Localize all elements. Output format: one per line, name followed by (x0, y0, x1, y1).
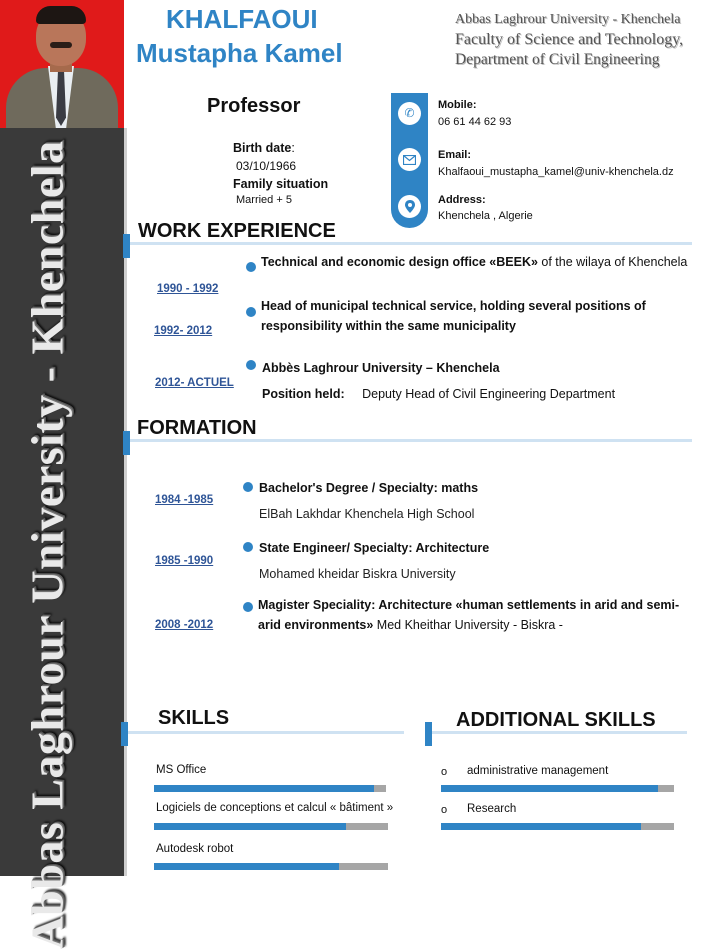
formation-degree: State Engineer/ Specialty: Architecture (259, 541, 490, 555)
job-title: Professor (207, 95, 301, 117)
work-employer-detail: of the wilaya of Khenchela (537, 255, 688, 269)
section-marker (123, 234, 130, 258)
profile-photo (0, 0, 124, 128)
address-value: Khenchela , Algerie (438, 210, 533, 222)
birth-date-label (233, 141, 295, 155)
formation-school: Mohamed kheidar Biskra University (259, 567, 456, 581)
additional-skill-bar (441, 785, 674, 792)
skill-name: Logiciels de conceptions et calcul « bâtiment » (156, 802, 394, 814)
family-situation-label: Family situation (233, 177, 329, 191)
email-value[interactable]: Khalfaoui_mustapha_kamel@univ-khenchela.dz (438, 166, 674, 178)
faculty-line: Faculty of Science and Technology, (455, 31, 684, 48)
position-held-label: Position held: (262, 387, 345, 401)
skill-name: MS Office (156, 764, 207, 776)
formation-school: Med Kheithar University - Biskra - (373, 618, 563, 632)
section-marker (123, 431, 130, 455)
additional-skill-name: administrative management (467, 765, 609, 777)
list-bullet: o (441, 804, 448, 816)
bullet-dot (246, 360, 256, 370)
email-label: Email: (438, 149, 472, 161)
work-experience-title: WORK EXPERIENCE (138, 220, 336, 242)
list-bullet: o (441, 766, 448, 778)
phone-icon: ✆ (398, 102, 421, 125)
section-marker (425, 722, 432, 746)
bullet-dot (246, 307, 256, 317)
work-period: 1992- 2012 (154, 325, 213, 337)
work-item (261, 252, 687, 272)
additional-skills-title: ADDITIONAL SKILLS (456, 709, 656, 731)
family-situation-value: Married + 5 (236, 194, 292, 206)
birth-date-value: 03/10/1966 (236, 159, 297, 173)
skill-bar-fill (154, 785, 374, 792)
skills-title: SKILLS (158, 707, 230, 729)
birth-date-label-text: Birth date (233, 141, 292, 155)
work-employer: Abbès Laghrour University – Khenchela (262, 361, 500, 375)
additional-skill-bar (441, 823, 674, 830)
bullet-dot (243, 482, 253, 492)
mobile-value: 06 61 44 62 93 (438, 116, 512, 128)
formation-item (258, 595, 688, 635)
section-marker (121, 722, 128, 746)
bullet-dot (246, 262, 256, 272)
bullet-dot (243, 542, 253, 552)
skill-bar-fill (441, 785, 658, 792)
skill-name: Autodesk robot (156, 843, 234, 855)
formation-period: 2008 -2012 (155, 619, 214, 631)
bullet-dot (243, 602, 253, 612)
name-last: Mustapha Kamel (136, 38, 343, 68)
mail-icon (398, 148, 421, 171)
name-first: KHALFAOUI (166, 4, 318, 34)
position-held-value: Deputy Head of Civil Engineering Department (362, 387, 616, 401)
work-role: Head of municipal technical service, holding several positions of responsibility within the same municipality (261, 299, 646, 333)
work-employer: Technical and economic design office «BEEK» (261, 255, 538, 269)
formation-period: 1984 -1985 (155, 494, 214, 506)
address-label: Address: (438, 194, 486, 206)
skill-bar-fill (441, 823, 641, 830)
skill-bar-fill (154, 863, 339, 870)
formation-degree: Bachelor's Degree / Specialty: maths (259, 481, 479, 495)
work-period: 2012- ACTUEL (155, 377, 234, 389)
location-pin-icon (398, 195, 421, 218)
skill-bar (154, 863, 388, 870)
skill-bar (154, 823, 388, 830)
formation-degree: Magister Speciality: Architecture «human settlements in arid and semi-arid environments» (258, 598, 680, 632)
section-divider (128, 731, 404, 734)
contact-strip (391, 93, 428, 228)
formation-title: FORMATION (137, 417, 257, 439)
skill-bar-fill (154, 823, 346, 830)
work-period: 1990 - 1992 (157, 283, 219, 295)
position-held (262, 384, 615, 404)
university-line: Abbas Laghrour University - Khenchela (455, 12, 681, 27)
sidebar-vertical-text: Abbas Laghrour University - Khenchela (21, 140, 73, 950)
formation-period: 1985 -1990 (155, 555, 214, 567)
skill-bar (154, 785, 386, 792)
additional-skill-name: Research (467, 803, 517, 815)
formation-school: ElBah Lakhdar Khenchela High School (259, 507, 475, 521)
birth-date-colon: : (291, 141, 295, 155)
mobile-label: Mobile: (438, 99, 477, 111)
department-line: Department of Civil Engineering (455, 51, 660, 68)
